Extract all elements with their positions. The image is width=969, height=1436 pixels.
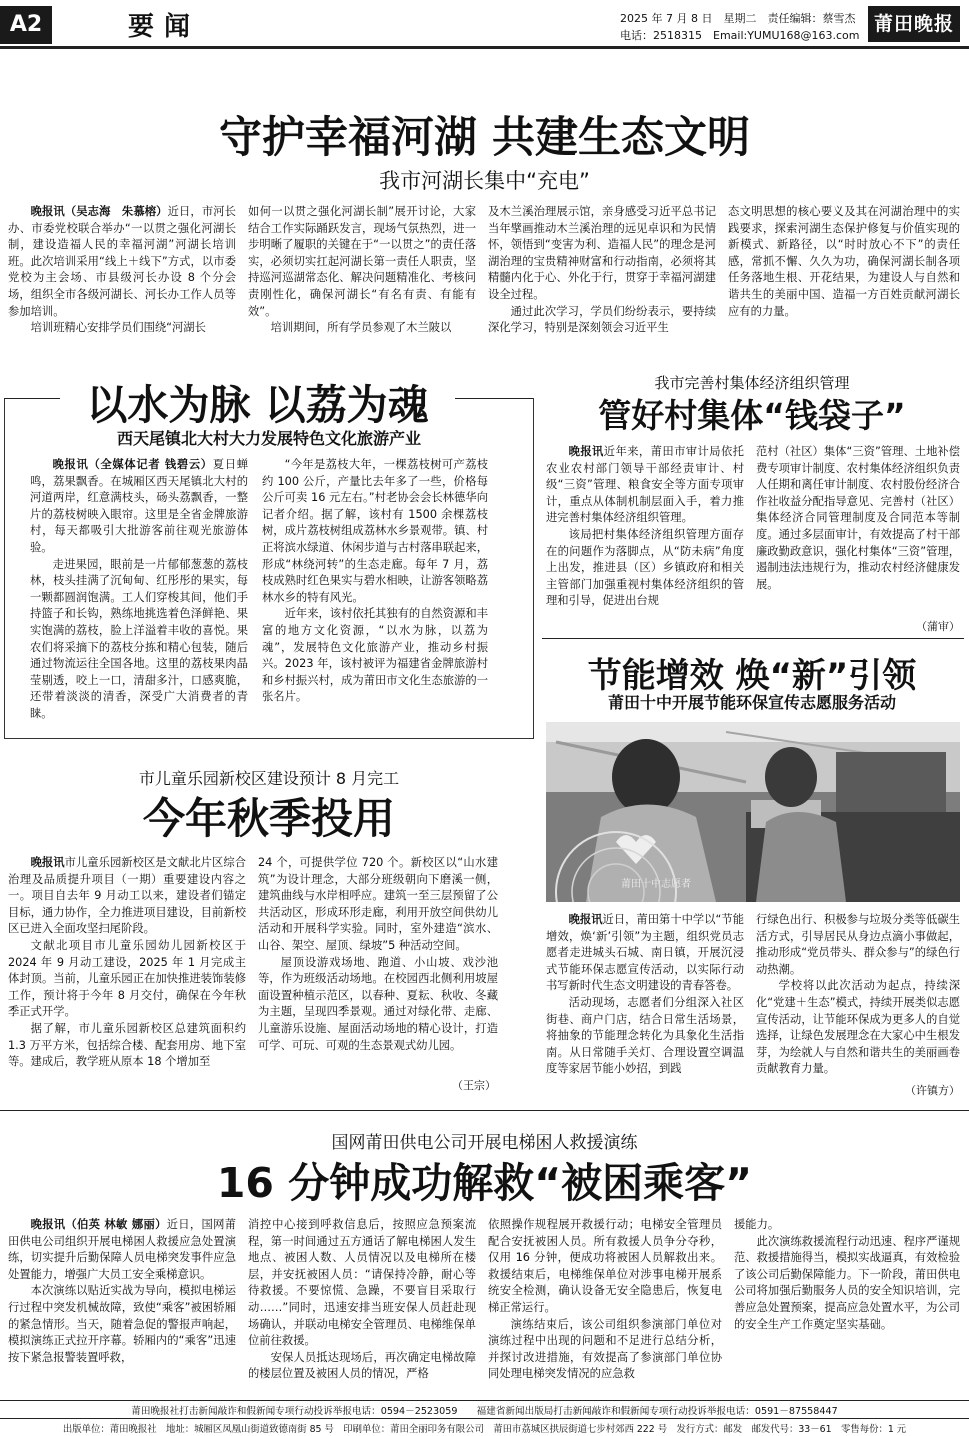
article1-body: 近日，市河长办、市委党校联合举办“一以贯之强化河湖长制，建设造福人民的幸福河湖”河湖长培训班。此次培训采用“线上＋线下”方式，以市委党校为主会场、市县级河长办设 8 个分会场，组织全市各级河湖长、河长办工作人员等参加培训。 bbox=[8, 205, 236, 318]
photo-vest-lettering: 莆田十中志愿者 bbox=[621, 879, 691, 890]
article2-subheadline: 西天尾镇北大村大力发展特色文化旅游产业 bbox=[116, 429, 421, 448]
newspaper-logo-text: 莆田晚报 bbox=[873, 13, 954, 35]
article2-headline: 以水为脉 以荔为魂 bbox=[86, 381, 429, 429]
article2-body: “今年是荔枝大年，一棵荔枝树可产荔枝约 100 公斤，产量比去年多了一些，价格每公斤可卖 16 元左右。”村老协会会长林德华向记者介绍。据了解，该村有 1500 余棵荔枝树，成片荔枝树组成荔林水乡景观带。镇、村正将滨水绿道、休闲步道与古村落串联起来，形成“林绕河转”的生态走廊。每年 7 月，荔枝成熟时红色果实与碧水相映，让游客领略荔林水乡的特有风光。 bbox=[262, 458, 488, 604]
footer-complaint-line: 莆田晚报社打击新闻敲诈和假新闻专项行动投诉举报电话：0594－2523059 福建省新闻出版局打击新闻敲诈和假新闻专项行动投诉举报电话：0591－87558447 bbox=[131, 1406, 838, 1417]
article5-kicker: 市儿童乐园新校区建设预计 8 月完工 bbox=[138, 769, 400, 788]
article2-col1 bbox=[30, 457, 248, 729]
volunteer-photo-drawing bbox=[546, 722, 960, 902]
article1-col1 bbox=[8, 204, 236, 342]
article6-body: 近日，国网莆田供电公司组织开展电梯困人救援应急处置演练，切实提升后勤保障人员电梯突发事件应急处置能力，增强广大员工安全乘梯意识。 bbox=[8, 1218, 236, 1281]
article5-body: 据了解，市儿童乐园新校区总建筑面积约 1.3 万平方米，包括综合楼、配套用房、地下室等。建成后，教学班从原本 18 个增加至 bbox=[8, 1021, 246, 1069]
article1-col2 bbox=[248, 204, 476, 342]
footer-rule bbox=[0, 1400, 969, 1401]
article1-col4 bbox=[728, 204, 960, 342]
article5-body: 24 个，可提供学位 720 个。新校区以“山水建筑”为设计理念，大部分班级朝向下磨溪一侧，建筑曲线与水岸相呼应。建筑一至三层预留了公共活动区，形成环形走廊，利用开放空间供幼儿活动和开展科学实验。同时，室外建造“滨水、山谷、架空、屋顶、绿坡”5 种活动空间。 bbox=[258, 856, 498, 952]
article6-body: 消控中心接到呼救信息后，按照应急预案流程，第一时间通过五方通话了解电梯困人发生地点、被困人数、人员情况以及电梯所在楼层，并安抚被困人员：“请保持冷静，耐心等待救援。不要惊慌、急躁，不要盲目采取行动……”同时，迅速安排当班安保人员赶赴现场确认，并联动电梯安全管理员、电梯维保单位前往救援。 bbox=[248, 1218, 476, 1348]
article6-col3 bbox=[488, 1217, 722, 1395]
article3-kicker: 我市完善村集体经济组织管理 bbox=[654, 374, 850, 392]
article4-col2 bbox=[756, 912, 960, 1082]
article3-byline: 晚报讯 bbox=[568, 445, 604, 458]
article5-headline: 今年秋季投用 bbox=[142, 794, 395, 843]
article4-col1 bbox=[546, 912, 744, 1094]
article3-headline: 管好村集体“钱袋子” bbox=[598, 396, 906, 435]
article3-body: 近年来，莆田市审计局依托农业农村部门领导干部经责审计、村级“三资”管理、粮食安全等方面专项审计，重点从体制机制层面入手，着力推进完善村集体经济组织管理。 bbox=[546, 445, 744, 525]
article4-body: 近日，莆田第十中学以“节能增效，焕‘新’引领”为主题，组织党员志愿者走进城头石城、南日镇，开展沉浸式节能环保志愿宣传活动，以实际行动书写新时代生态文明建设的青春答卷。 bbox=[546, 913, 744, 993]
article4-body: 活动现场，志愿者们分组深入社区街巷、商户门店，结合日常生活场景，将抽象的节能理念转化为具象化生活指南。从日常随手关灯、合理设置空调温度等家居节能小妙招，到践 bbox=[546, 995, 744, 1076]
article1-body: 如何一以贯之强化河湖长制”展开讨论，大家结合工作实际踊跃发言，现场气氛热烈，进一步明晰了履职的关键在于“一以贯之”的责任落实，必须切实扛起河湖长第一责任人职责，坚持巡河巡湖常态化、解决问题精准化、考核问责刚性化，确保河湖长“有名有责、有能有效”。 bbox=[248, 205, 476, 318]
article1-body: 通过此次学习，学员们纷纷表示，要持续深化学习，特别是深刻领会习近平生 bbox=[488, 304, 716, 335]
article4-headline: 节能增效 焕“新”引领 bbox=[587, 656, 917, 696]
page-number: A2 bbox=[9, 12, 43, 37]
article1-body: 及木兰溪治理展示馆，亲身感受习近平总书记当年擘画推动木兰溪治理的远见卓识和为民情怀，领悟到“变害为利、造福人民”的理念是河湖治理的宝贵精神财富和行动指南，必须将其精髓内化于心、外化于行，贯穿于幸福河湖建设全过程。 bbox=[488, 205, 716, 301]
article6-body: 安保人员抵达现场后，再次确定电梯故障的楼层位置及被困人员的情况，严格 bbox=[248, 1350, 476, 1381]
article2-frame-top-left bbox=[4, 398, 60, 399]
article1-body: 态文明思想的核心要义及其在河湖治理中的实践要求，探索河湖生态保护修复与价值实现的新模式、新路径，以“时时放心不下”的责任感，常抓不懈、久久为功，确保河湖长制各项任务落地生根、开花结果，为建设人与自然和谐共生的美丽中国、造福一方百姓贡献河湖长应有的力量。 bbox=[728, 205, 960, 318]
masthead-date-line: 2025 年 7 月 8 日 星期二 责任编辑：蔡雪杰 bbox=[620, 12, 856, 25]
article1-body: 培训班精心安排学员们围绕“河湖长 bbox=[30, 321, 206, 335]
article3-bottom-rule bbox=[542, 638, 964, 639]
article5-body: 文献北项目市儿童乐园幼儿园新校区于 2024 年 9 月动工建设，2025 年 1 月完成主体封顶。当前，儿童乐园正在加快推进装饰装修工作，预计将于今年 8 月交付，确保在今年秋季正式开学。 bbox=[8, 938, 246, 1019]
article6-col4 bbox=[734, 1217, 960, 1395]
article6-body: 演练结束后，该公司组织参演部门单位对演练过程中出现的问题和不足进行总结分析，并探讨改进措施，有效提高了参演部门单位协同处理电梯突发情况的应急救 bbox=[488, 1317, 722, 1381]
article3-col2 bbox=[756, 444, 960, 620]
article1-col3 bbox=[488, 204, 716, 342]
masthead-contact: 电话：2518315 Email:YUMU168@163.com bbox=[620, 29, 860, 42]
article5-col2 bbox=[258, 855, 498, 1077]
newspaper-logo bbox=[868, 6, 960, 42]
article2-frame-top-right bbox=[455, 398, 533, 399]
masthead-rule bbox=[0, 46, 969, 49]
article5-signature: （王宗） bbox=[452, 1079, 496, 1092]
article6-body: 此次演练救援流程行动迅速、程序严谨规范、救援措施得当，模拟实战逼真，有效检验了该公司后勤保障能力。下一阶段，莆田供电公司将加强后勤服务人员的安全知识培训，完善应急处置预案，提高应急处置水平，为公司的安全生产工作奠定坚实基础。 bbox=[734, 1234, 960, 1331]
article1-headline: 守护幸福河湖 共建生态文明 bbox=[219, 113, 750, 163]
article5-body: 市儿童乐园新校区是文献北片区综合治理及品质提升项目（一期）重要建设内容之一。项目自去年 9 月动工以来，建设者们锚定目标，通力协作，全力推进项目建设，目前新校区已进入全面攻坚扫尾阶段。 bbox=[8, 856, 246, 936]
page-number-tag bbox=[0, 6, 52, 44]
article6-col1 bbox=[8, 1217, 236, 1395]
article4-subheadline: 莆田十中开展节能环保宣传志愿服务活动 bbox=[607, 693, 896, 712]
article1-byline: 晚报讯（吴志海 朱慕榕） bbox=[30, 205, 168, 218]
article4-byline: 晚报讯 bbox=[568, 913, 603, 926]
article4-body: 行绿色出行、积极参与垃圾分类等低碳生活方式，引导居民从身边点滴小事做起，推动形成“党员带头、群众参与”的绿色行动热潮。 bbox=[756, 913, 960, 976]
article1-body: 培训期间，所有学员参观了木兰陂以 bbox=[270, 321, 452, 335]
article6-kicker: 国网莆田供电公司开展电梯困人救援演练 bbox=[331, 1133, 638, 1153]
article6-byline: 晚报讯（伯英 林敏 娜丽） bbox=[30, 1218, 167, 1231]
article6-body: 依照操作规程展开救援行动；电梯安全管理员配合安抚被困人员。所有救援人员争分夺秒，仅用 16 分钟，便成功将被困人员解救出来。救援结束后，电梯维保单位对涉事电梯开展系统安全检测，确认设备无安全隐患后，恢复电梯正常运行。 bbox=[488, 1218, 722, 1314]
article6-headline: 16 分钟成功解救“被困乘客” bbox=[216, 1159, 753, 1207]
footer-rule-2 bbox=[0, 1418, 969, 1419]
article5-col1 bbox=[8, 855, 246, 1093]
article1-subheadline: 我市河湖长集中“充电” bbox=[379, 169, 590, 193]
article6-top-rule bbox=[0, 1110, 969, 1111]
article4-signature: （许镇方） bbox=[905, 1084, 960, 1097]
article3-signature: （蒲审） bbox=[916, 620, 960, 633]
article2-body: 夏日蝉鸣，荔果飘香。在城厢区西天尾镇北大村的河道两岸，红意满枝头，砀头荔飘香，一整片的荔枝树映入眼帘。这里是全省金牌旅游村，每天都吸引大批游客前往观光旅游体验。 bbox=[30, 458, 248, 554]
article3-body: 范村（社区）集体“三资”管理、土地补偿费专项审计制度、农村集体经济组织负责人任期和离任审计制度、农村股份经济合作社收益分配指导意见、完善村（社区）集体经济合同管理制度及合同范本等制度。通过多层面审计，有效提高了村干部廉政勤政意识，强化村集体“三资”管理，遏制违法违规行为，推动农村经济健康发展。 bbox=[756, 445, 960, 591]
article5-byline: 晚报讯 bbox=[30, 856, 65, 869]
footer-publisher-line: 出版单位：莆田晚报社 地址：城厢区凤凰山街道致德南街 85 号 印刷单位：莆田全丽印务有限公司 莆田市荔城区拱辰街道七步村郊西 222 号 发行方式：邮发 邮发代号：33－61 零售每份：1 元 bbox=[62, 1424, 907, 1435]
section-name: 要闻 bbox=[128, 12, 201, 42]
article2-col2 bbox=[262, 457, 488, 729]
article5-body: 屋顶设游戏场地、跑道、小山坡、戏沙池等，作为班级活动场地。在校园西北侧利用坡屋面设置种植示范区，以春种、夏耘、秋收、冬藏为主题，呈现四季景观。通过对绿化带、走廊、儿童游乐设施、屋面活动场地的精心设计，打造可学、可玩、可观的生态景观式幼儿园。 bbox=[258, 955, 498, 1052]
article3-body: 该局把村集体经济组织管理方面存在的问题作为落脚点，从“防未病”角度上出发，推进县（区）乡镇政府和相关主管部门加强重视村集体经济组织的管理和引导，促进出台规 bbox=[546, 527, 744, 608]
article2-body: 近年来，该村依托其独有的自然资源和丰富的地方文化资源，“以水为脉，以荔为魂”，发展特色文化旅游产业，推动乡村振兴。2023 年，该村被评为福建省金牌旅游村和乡村振兴村，成为莆田市文化生态旅游的一张名片。 bbox=[262, 607, 488, 704]
article6-col2 bbox=[248, 1217, 476, 1395]
article6-body: 本次演练以贴近实战为导向，模拟电梯运行过程中突发机械故障，致使“乘客”被困轿厢的紧急情形。当天，随着急促的警报声响起，模拟演练正式拉开序幕。轿厢内的“乘客”迅速按下紧急报警装置呼救， bbox=[8, 1284, 236, 1364]
article4-body: 学校将以此次活动为起点，持续深化“党建＋生态”模式，持续开展类似志愿宣传活动，让节能环保成为更多人的自觉选择，让绿色发展理念在大家心中生根发芽，为绘就人与自然和谐共生的美丽画卷贡献教育力量。 bbox=[756, 979, 960, 1076]
volunteer-photo bbox=[546, 722, 960, 902]
article6-body: 援能力。 bbox=[734, 1218, 780, 1231]
article2-byline: 晚报讯（全媒体记者 钱碧云） bbox=[52, 458, 213, 471]
article3-col1 bbox=[546, 444, 744, 634]
article2-body: 走进果园，眼前是一片郁郁葱葱的荔枝林，枝头挂满了沉甸甸、红彤彤的果实，每一颗都圆润饱满。工人们穿梭其间，他们手持篮子和长钩，熟练地挑选着色泽鲜艳、果实饱满的荔枝，脸上洋溢着丰收的喜悦。果农们将采摘下的荔枝分拣和精心包装，随后通过物流运往全国各地。这里的荔枝果肉晶莹剔透，咬上一口，清甜多汁，口感爽脆，还带着淡淡的清香，深受广大消费者的青睐。 bbox=[30, 557, 248, 720]
